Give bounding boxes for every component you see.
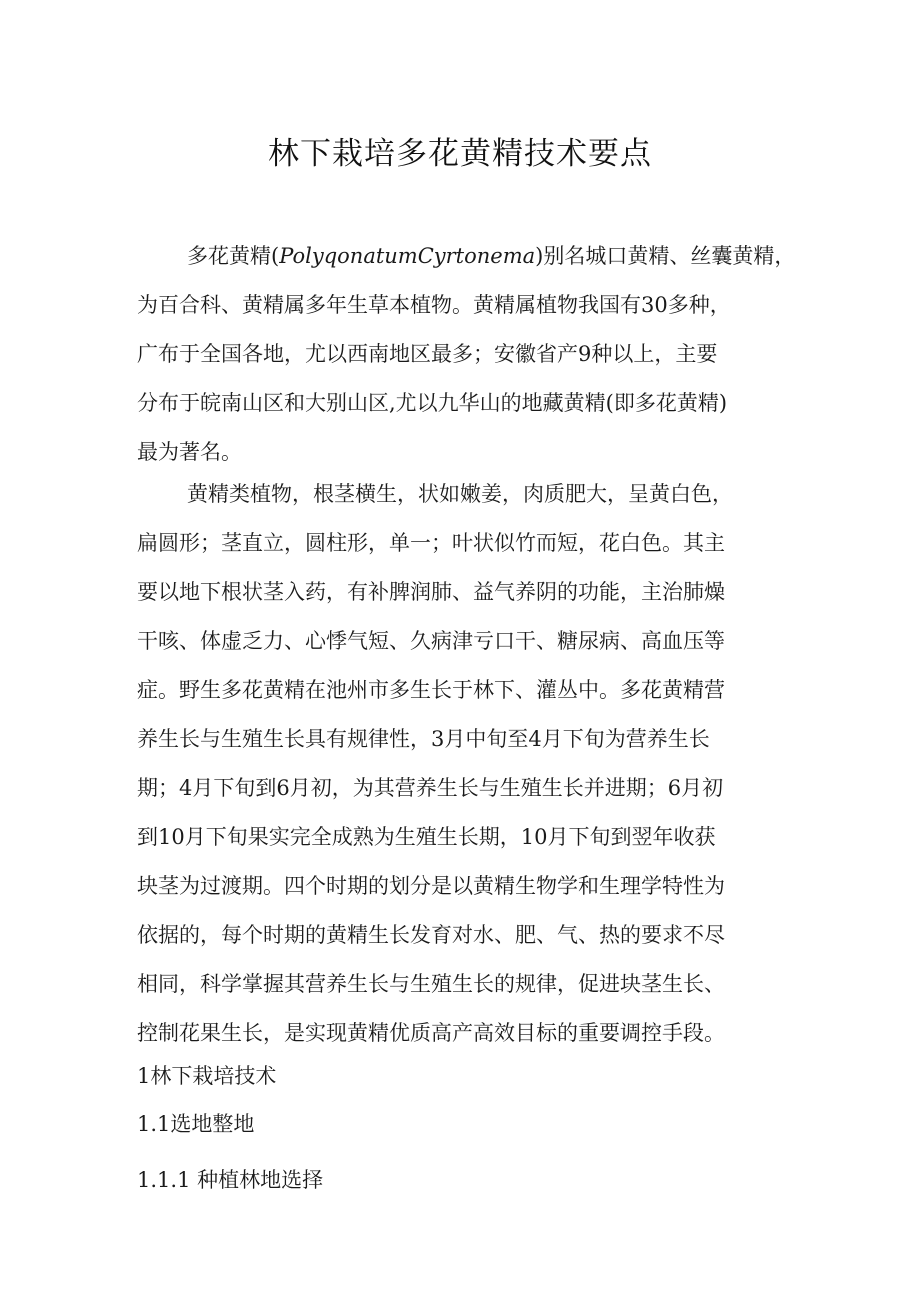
paragraph-line: 块茎为过渡期。四个时期的划分是以黄精生物学和生理学特性为 [137, 874, 725, 898]
paragraph-line: 养生长与生殖生长具有规律性，3月中旬至4月下旬为营养生长 [137, 727, 710, 751]
paragraph-line: 症。野生多花黄精在池州市多生长于林下、灌丛中。多花黄精营 [137, 678, 725, 702]
latin-name: PolyqonatumCyrtonema [279, 244, 536, 268]
paragraph-line [137, 232, 796, 281]
paragraph-line: 黄精类植物，根茎横生，状如嫩姜，肉质肥大，呈黄白色， [187, 482, 733, 506]
paragraph-line: 扁圆形；茎直立，圆柱形，单一；叶状似竹而短，花白色。其主 [137, 531, 725, 555]
paragraph-line: 控制花果生长，是实现黄精优质高产高效目标的重要调控手段。 [137, 1021, 725, 1045]
paragraph-line: 为百合科、黄精属多年生草本植物。黄精属植物我国有30多种， [137, 293, 731, 317]
paragraph-line: 依据的，每个时期的黄精生长发育对水、肥、气、热的要求不尽 [137, 923, 725, 947]
paragraph-line: 到10月下旬果实完全成熟为生殖生长期，10月下旬到翌年收获 [137, 825, 716, 849]
paragraph-line: 相同，科学掌握其营养生长与生殖生长的规律，促进块茎生长、 [137, 972, 725, 996]
paragraph-line: 分布于皖南山区和大别山区,尤以九华山的地藏黄精(即多花黄精) [137, 391, 728, 415]
document-title: 林下栽培多花黄精技术要点 [268, 136, 652, 172]
paragraph-line: 干咳、体虚乏力、心悸气短、久病津亏口干、糖尿病、高血压等 [137, 629, 725, 653]
section-heading-1: 1林下栽培技术 [137, 1064, 277, 1088]
paragraph-description [137, 470, 793, 1058]
paragraph-intro [137, 232, 796, 477]
section-heading-1-1-1: 1.1.1 种植林地选择 [137, 1168, 324, 1192]
paragraph-line: 广布于全国各地，尤以西南地区最多；安徽省产9种以上，主要 [137, 342, 718, 366]
text-span: )别名城口黄精、丝囊黄精， [535, 244, 796, 268]
section-heading-1-1: 1.1选地整地 [137, 1112, 255, 1136]
paragraph-line: 期；4月下旬到6月初，为其营养生长与生殖生长并进期；6月初 [137, 776, 724, 800]
text-span: 多花黄精( [187, 244, 280, 268]
paragraph-line: 最为著名。 [137, 440, 242, 464]
paragraph-line: 要以地下根状茎入药，有补脾润肺、益气养阴的功能，主治肺燥 [137, 580, 725, 604]
